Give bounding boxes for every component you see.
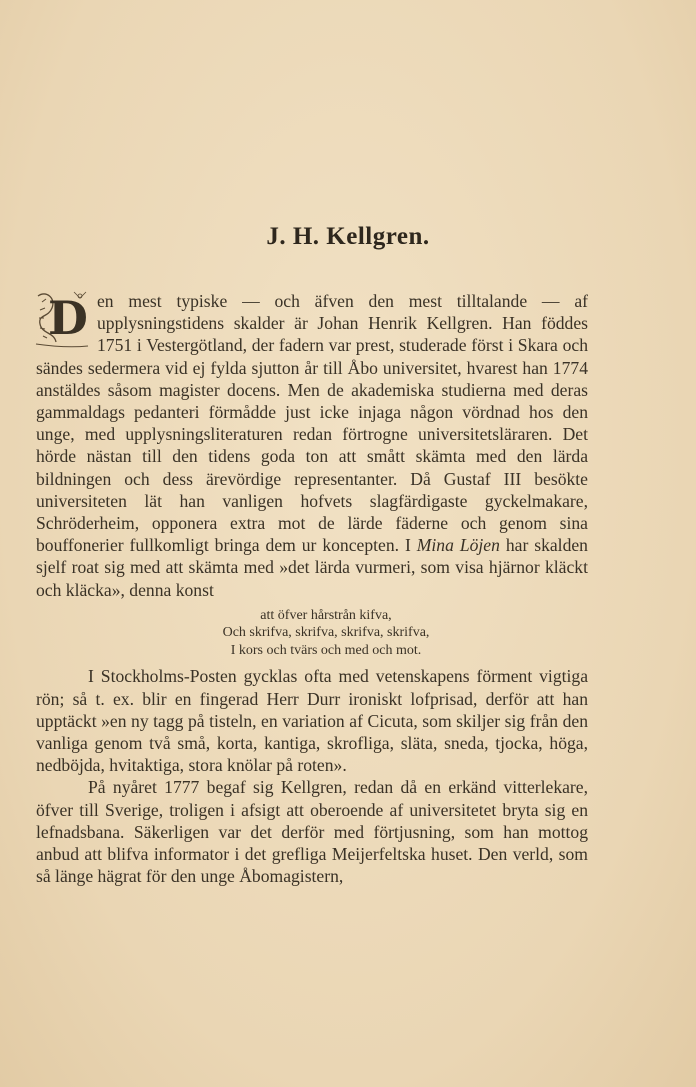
- paragraph-1-text: en mest typiske — och äfven den mest tilltalande — af upplysningstidens skalder är Johan Henrik Kellgren. Han föddes 1751 i Vestergötland, der fadern var prest, studerade först i Skara och sändes sedermera vid ej fylda sjutton år till Åbo universitet, hvarest han 1774 anstäldes såsom magister docens. Men de akademiska studierna med deras gammaldags pedanteri förmådde just icke injaga någon vördnad hos den unge, med upplysningsliteraturen redan förtrogne universitetsläraren. Det hörde nästan till den tidens goda ton att smått skämta med den lärda bildningen och dess ärevördige representanter. Då Gustaf III besökte universiteten lät han vanligen hofvets slagfärdigaste gyckelmakare, Schröderheim, opponera extra mot de lärde fäderne och genom sina bouffonerier fullkomligt bringa dem ur koncepten. I: [36, 291, 588, 556]
- chapter-title: J. H. Kellgren.: [266, 223, 430, 250]
- paragraph-3: På nyåret 1777 begaf sig Kellgren, redan då en erkänd vitterlekare, öfver till Sverige, troligen i afsigt att oberoende af universitetet bryta sig en lefnadsbana. Säkerligen var det derför med förtjusning, som han mottog anbud att blifva informator i det grefliga Meijerfeltska huset. Den verld, som så länge hägrat för den unge Åbomagistern,: [36, 777, 588, 887]
- dropcap-letter: D: [48, 291, 88, 345]
- verse-line: att öfver hårstrån kifva,: [260, 607, 392, 623]
- paragraph-1-end: har skalden sjelf roat sig med att skämta med »det lärda vurmeri, som visa hjärnor kläckt och kläcka», denna konst: [36, 535, 588, 600]
- verse-line: Och skrifva, skrifva, skrifva, skrifva,: [222, 625, 430, 641]
- book-title-italic: Mina Löjen: [416, 535, 500, 556]
- paragraph-2: I Stockholms-Posten gycklas ofta med vetenskapens förment vigtiga rön; så t. ex. blir en fingerad Herr Durr ironiskt lofprisad, derför att han upptäckt »en ny tagg på tisteln, en variation af Cicuta, som skiljer sig från den vanliga genom två små, korta, kantiga, skrofliga, släta, sneda, tjocka, höga, nedböjda, hvitaktiga, stora knölar på roten».: [36, 666, 588, 776]
- verse-quote: [36, 607, 588, 660]
- paragraph-1: [36, 290, 588, 601]
- ornamental-dropcap: [34, 288, 91, 350]
- verse-line: I kors och tvärs och med och mot.: [230, 642, 422, 658]
- body-text: [36, 290, 588, 887]
